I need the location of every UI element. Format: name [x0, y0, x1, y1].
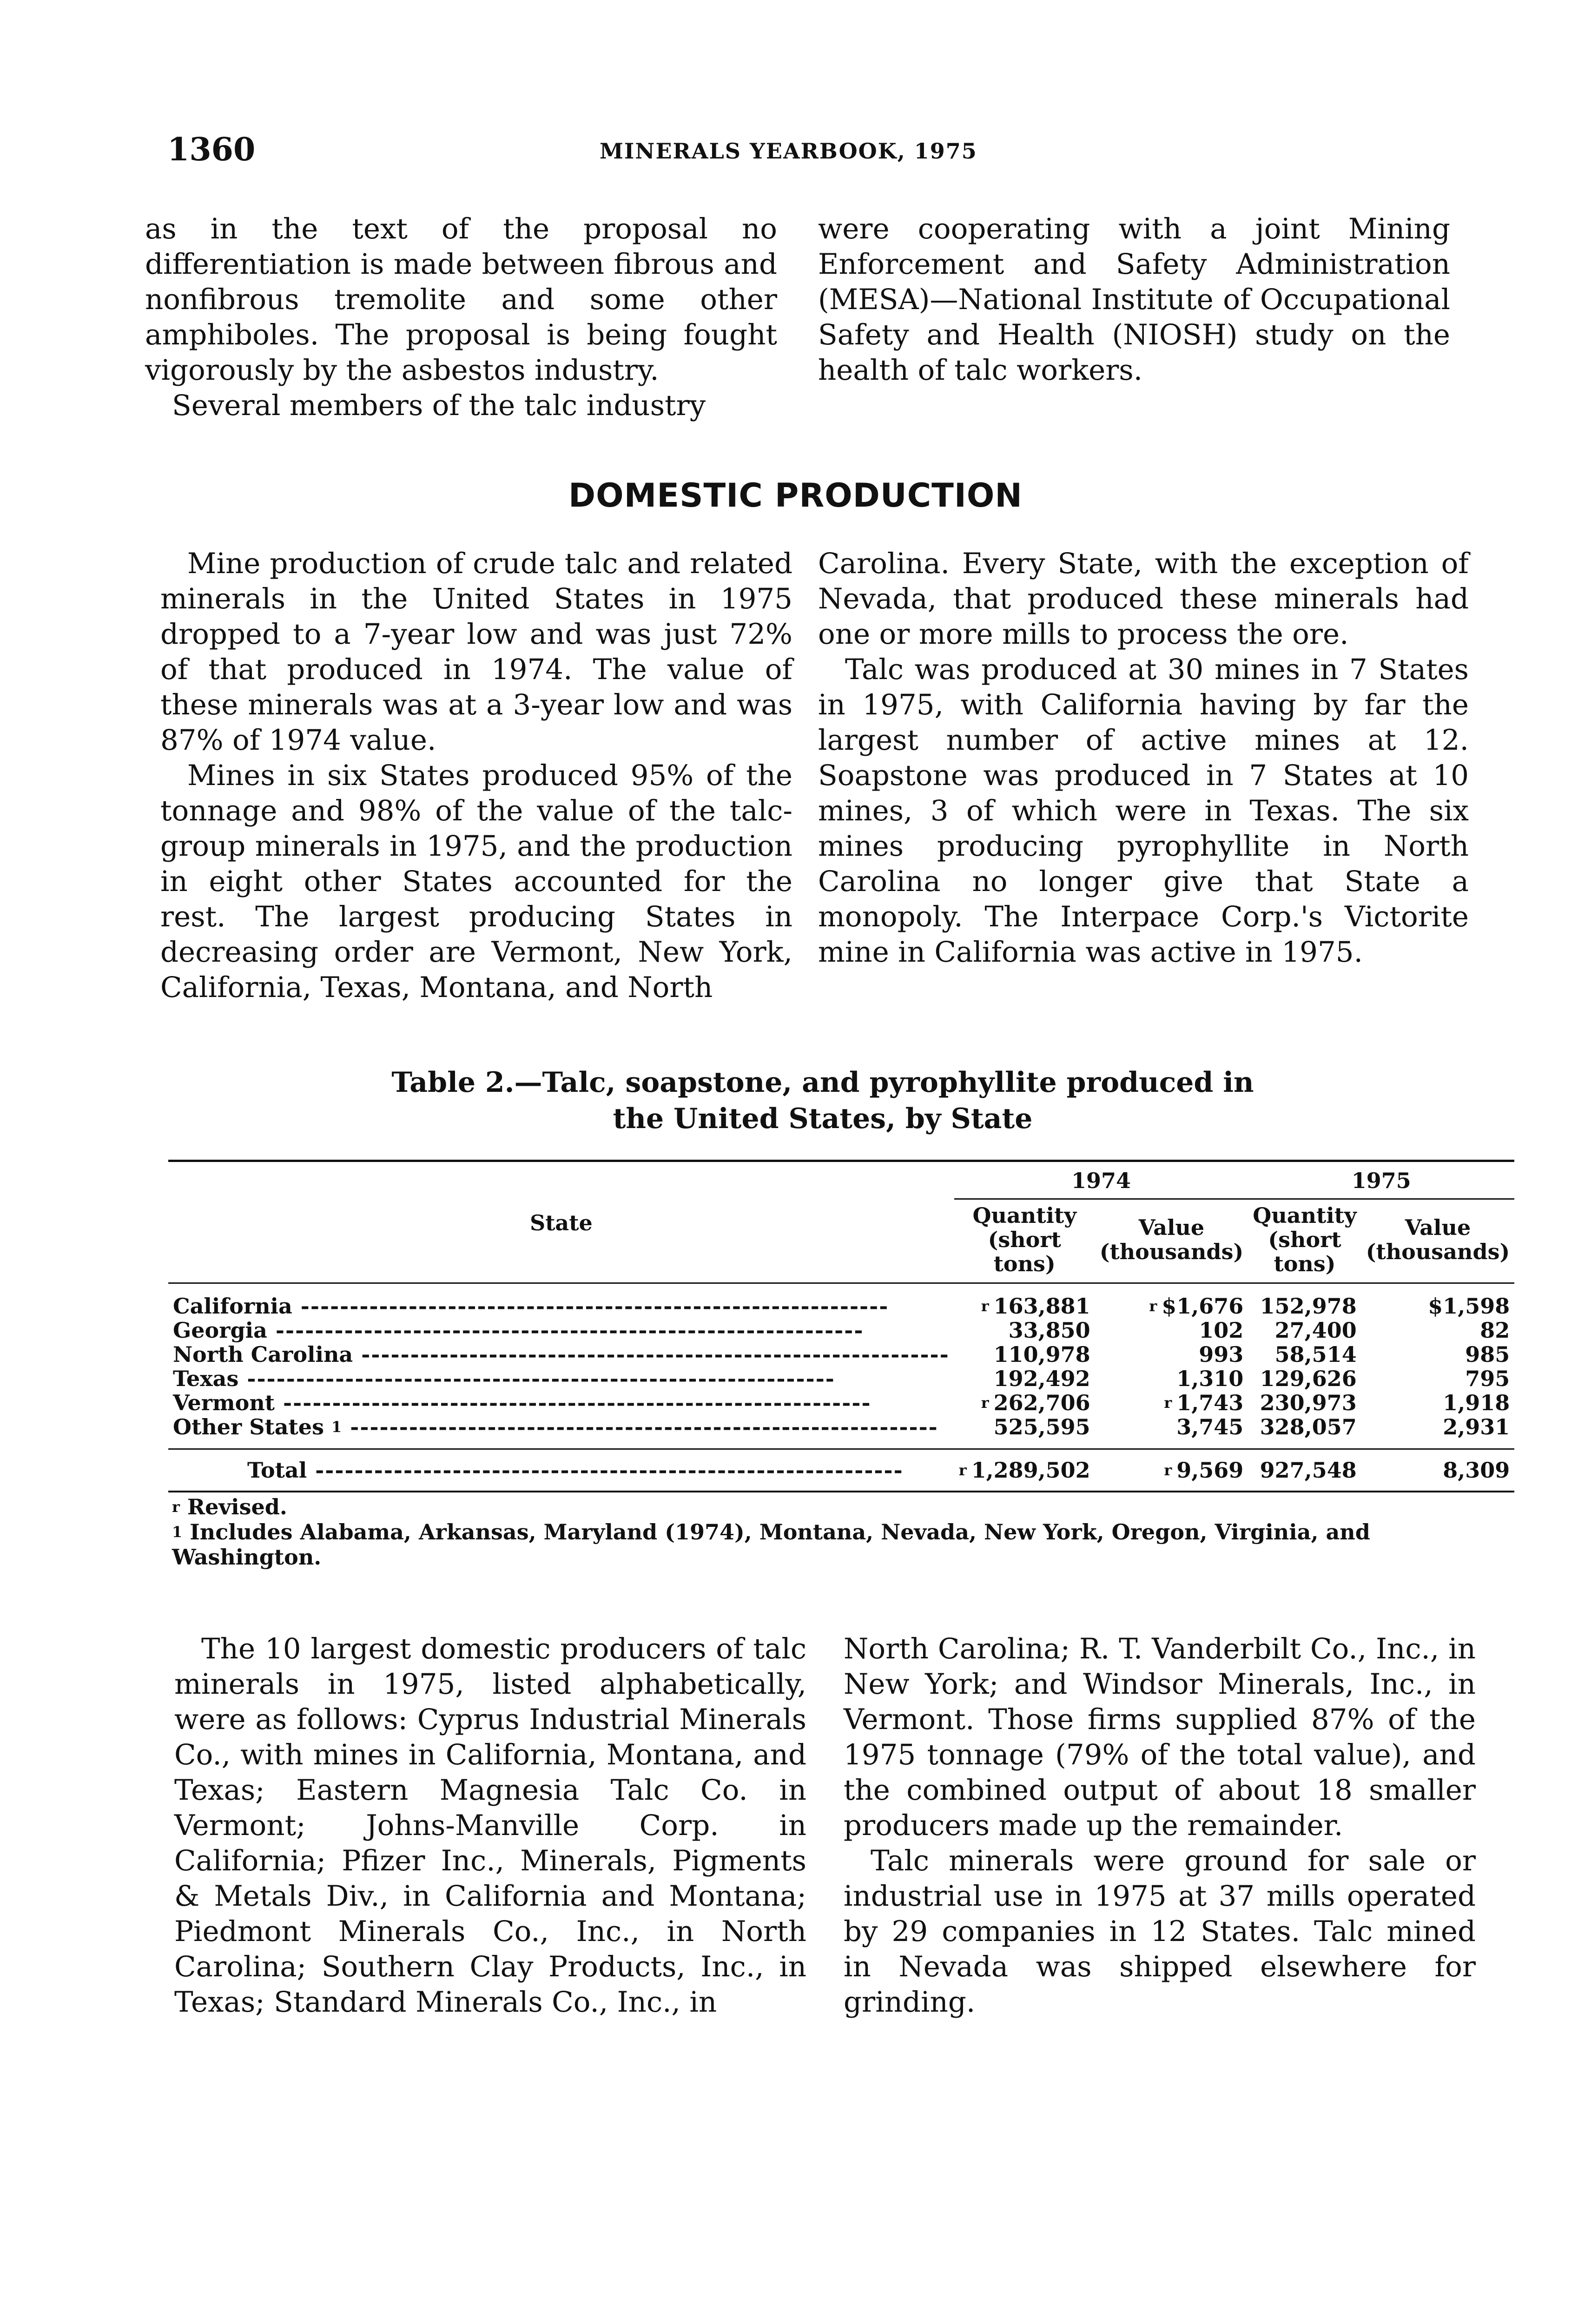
cell-value: 129,626	[1260, 1366, 1357, 1391]
cell-value: $1,676	[1162, 1294, 1244, 1319]
table-title-line: Table 2.—Talc, soapstone, and pyrophyllite produced in	[391, 1066, 1254, 1099]
page-number: 1360	[167, 131, 256, 168]
cell-value: 993	[1199, 1342, 1244, 1367]
paragraph: Mine production of crude talc and related minerals in the United States in 1975 dropped to a 7-year low and was just 72% of that produced in 1974. The value of these minerals was at a 3-year low and was 87% of 1974 value.	[160, 547, 792, 757]
table-row	[168, 1391, 1514, 1415]
cell-value: 82	[1480, 1318, 1510, 1343]
table-row	[168, 1367, 1514, 1391]
cell-value: 1,743	[1176, 1390, 1244, 1415]
production-left-column	[160, 546, 792, 1005]
state-name: North Carolina -----	[173, 1342, 950, 1367]
cell-value: 795	[1465, 1366, 1510, 1391]
cell-value: 58,514	[1274, 1342, 1357, 1367]
value-header: Value (thousands)	[1095, 1199, 1248, 1283]
production-right-column	[818, 546, 1469, 970]
producers-right-column	[844, 1631, 1476, 2020]
cell-value: 230,973	[1260, 1390, 1357, 1415]
table-row	[168, 1415, 1514, 1449]
table-row	[168, 1342, 1514, 1367]
paragraph: Talc was produced at 30 mines in 7 States in 1975, with California having by far the largest number of active mines at 12. Soapstone was produced in 7 States at 10 mines, 3 of which were in Texas. The six mines producing pyrophyllite in North Carolina no longer give that State a monopoly. The Interpace Corp.'s Victorite mine in California was active in 1975.	[818, 653, 1469, 969]
cell-value: 1,918	[1443, 1390, 1510, 1415]
quantity-header: Quantity (short tons)	[954, 1199, 1095, 1283]
cell-value: 192,492	[993, 1366, 1090, 1391]
cell-value: 8,309	[1361, 1449, 1515, 1492]
paragraph: Mines in six States produced 95% of the tonnage and 98% of the value of the talc-group minerals in 1975, and the production in eight other States accounted for the rest. The largest producing States in decreasing order are Vermont, New York, California, Texas, Montana, and North	[160, 759, 792, 1004]
running-title: MINERALS YEARBOOK, 1975	[600, 139, 977, 164]
cell-value: 110,978	[993, 1342, 1090, 1367]
cell-value: 1,289,502	[971, 1458, 1090, 1483]
cell-value: 9,569	[1176, 1458, 1244, 1483]
state-name: Georgia -----	[173, 1318, 864, 1342]
cell-value: 927,548	[1248, 1449, 1361, 1492]
paragraph: as in the text of the proposal no differentiation is made between fibrous and nonfibrous tremolite and some other amphiboles. The proposal is being fought vigorously by the asbestos industry.	[145, 212, 777, 387]
total-label: Total -----	[247, 1458, 904, 1483]
table-row	[168, 1318, 1514, 1342]
production-table	[168, 1160, 1510, 1492]
cell-value: 27,400	[1274, 1318, 1357, 1343]
cell-value: 2,931	[1443, 1414, 1510, 1439]
revised-mark: r	[981, 1394, 989, 1412]
paragraph: Talc minerals were ground for sale or industrial use in 1975 at 37 mills operated by 29 companies in 12 States. Talc mined in Nevada was shipped elsewhere for grinding.	[844, 1844, 1476, 2019]
state-name: Other States $^1$ -----	[173, 1415, 938, 1439]
cell-value: 525,595	[993, 1414, 1090, 1439]
footnote-revised: $^r$ Revised.	[172, 1494, 287, 1519]
revised-mark: r	[981, 1297, 989, 1315]
revised-mark: r	[1164, 1461, 1172, 1479]
cell-value: 102	[1199, 1318, 1244, 1343]
running-header	[167, 131, 1459, 173]
paragraph: North Carolina; R. T. Vanderbilt Co., Inc., in New York; and Windsor Minerals, Inc., in Vermont. Those firms supplied 87% of the 1975 tonnage (79% of the total value), and the combined output of about 18 smaller producers made up the remainder.	[844, 1632, 1476, 1842]
revised-mark: r	[958, 1461, 967, 1479]
section-heading: DOMESTIC PRODUCTION	[568, 476, 1023, 515]
table-row	[168, 1283, 1514, 1319]
paragraph: Carolina. Every State, with the exception of Nevada, that produced these minerals had one or more mills to process the ore.	[818, 547, 1469, 651]
year-header-1974: 1974	[954, 1161, 1248, 1199]
revised-mark: r	[1149, 1297, 1157, 1315]
table-title-line: the United States, by State	[613, 1103, 1033, 1135]
paragraph: Several members of the talc industry	[172, 389, 706, 422]
cell-value: 328,057	[1260, 1414, 1357, 1439]
footnote-mark: 1	[331, 1418, 342, 1436]
footnote-1: $^1$ Includes Alabama, Arkansas, Maryland (1974), Montana, Nevada, New York, Oregon, Virginia, and Washington.	[172, 1519, 1370, 1570]
paragraph: were cooperating with a joint Mining Enforcement and Safety Administration (MESA)—National Institute of Occupational Safety and Health (NIOSH) study on the health of talc workers.	[818, 212, 1450, 387]
total-row	[168, 1449, 1514, 1492]
state-name: Texas -----	[173, 1367, 835, 1391]
top-right-column	[818, 211, 1450, 388]
producers-left-column	[174, 1631, 806, 2020]
cell-value: $1,598	[1428, 1294, 1510, 1319]
cell-value: 262,706	[993, 1390, 1090, 1415]
cell-value: 985	[1465, 1342, 1510, 1367]
revised-mark: r	[1164, 1394, 1172, 1412]
table-title	[372, 1064, 1274, 1137]
state-column-header: State	[168, 1161, 954, 1283]
table-footnotes	[172, 1494, 1469, 1570]
state-name: California -----	[173, 1294, 889, 1318]
value-header: Value (thousands)	[1361, 1199, 1515, 1283]
quantity-header: Quantity (short tons)	[1248, 1199, 1361, 1283]
cell-value: 3,745	[1176, 1414, 1244, 1439]
state-name: Vermont -----	[173, 1391, 871, 1415]
top-left-column	[145, 211, 777, 423]
paragraph: The 10 largest domestic producers of talc minerals in 1975, listed alphabetically, were as follows: Cyprus Industrial Minerals Co., with mines in California, Montana, and Texas; Eastern Magnesia Talc Co. in Vermont; Johns-Manville Corp. in California; Pfizer Inc., Minerals, Pigments & Metals Div., in California and Montana; Piedmont Minerals Co., Inc., in North Carolina; Southern Clay Products, Inc., in Texas; Standard Minerals Co., Inc., in	[174, 1632, 806, 2019]
cell-value: 152,978	[1260, 1294, 1357, 1319]
cell-value: 1,310	[1176, 1366, 1244, 1391]
year-header-1975: 1975	[1248, 1161, 1514, 1199]
cell-value: 163,881	[993, 1294, 1090, 1319]
cell-value: 33,850	[1008, 1318, 1090, 1343]
